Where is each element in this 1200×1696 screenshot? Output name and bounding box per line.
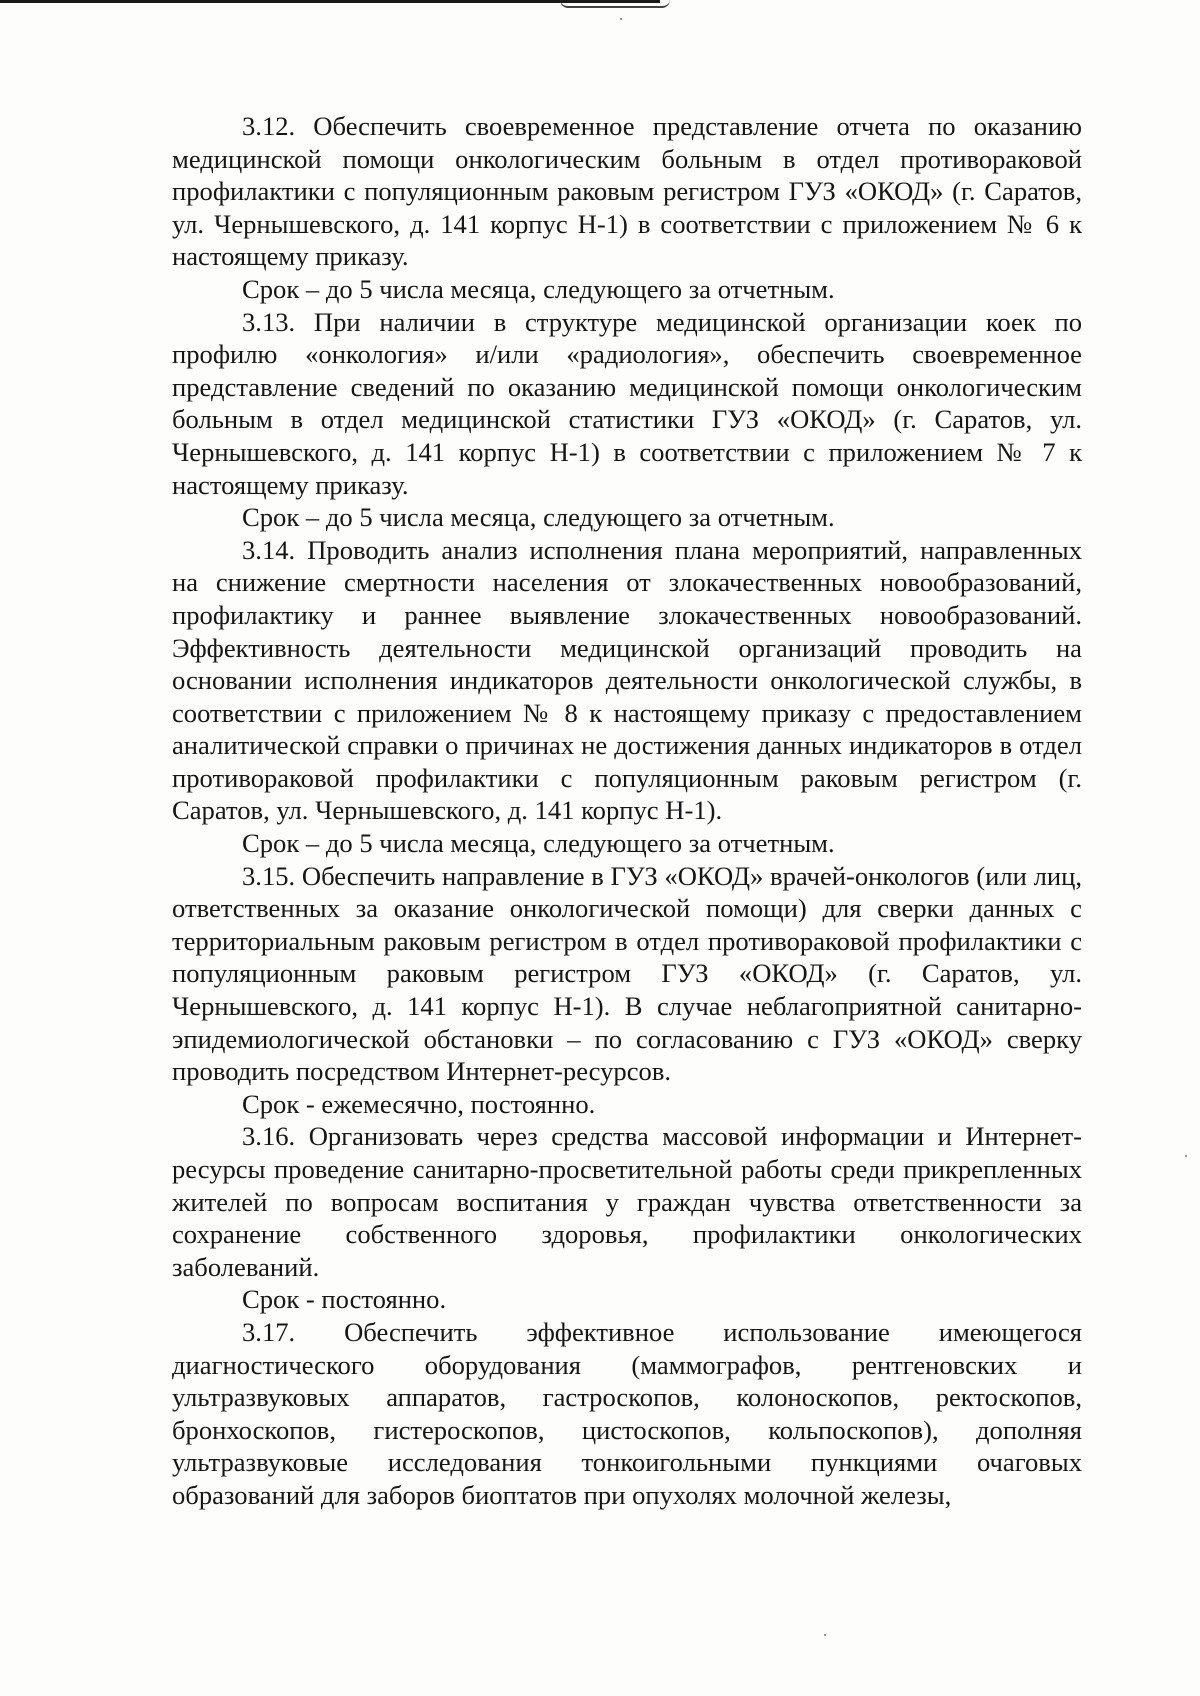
paragraph-3-16: 3.16. Организовать через средства массовой информации и Интернет-ресурсы проведение санитарно-просветительной работы среди прикрепленных жителей по вопросам воспитания у граждан чувства ответственности за сохранение собственного здоровья, профилактики онкологических заболеваний.	[172, 1121, 1082, 1282]
top-edge-mark	[560, 0, 670, 8]
paragraph-3-12: 3.12. Обеспечить своевременное представление отчета по оказанию медицинской помощи онкологическим больным в отдел противораковой профилактики с популяционным раковым регистром ГУЗ «ОКОД» (г. Саратов, ул. Чернышевского, д. 141 корпус Н-1) в соответствии с приложением № 6 к настоящему приказу.	[172, 111, 1082, 272]
document-body	[172, 110, 1082, 1512]
deadline-3-14: Срок – до 5 числа месяца, следующего за отчетным.	[242, 828, 835, 859]
deadline-3-13: Срок – до 5 числа месяца, следующего за отчетным.	[242, 502, 835, 533]
deadline-3-15: Срок - ежемесячно, постоянно.	[242, 1088, 596, 1119]
scan-speck	[1185, 1155, 1187, 1157]
paragraph-3-14: 3.14. Проводить анализ исполнения плана мероприятий, направленных на снижение смертности населения от злокачественных новообразований, профилактику и раннее выявление злокачественных новообразований. Эффективность деятельности медицинской организаций проводить на основании исполнения индикаторов деятельности онкологической службы, в соответствии с приложением № 8 к настоящему приказу с предоставлением аналитической справки о причинах не достижения данных индикаторов в отдел противораковой профилактики с популяционным раковым регистром (г. Саратов, ул. Чернышевского, д. 141 корпус Н-1).	[172, 534, 1082, 826]
scan-speck	[824, 1634, 826, 1636]
paragraph-3-15: 3.15. Обеспечить направление в ГУЗ «ОКОД» врачей-онкологов (или лиц, ответственных за оказание онкологической помощи) для сверки данных с территориальным раковым регистром в отдел противораковой профилактики с популяционным раковым регистром ГУЗ «ОКОД» (г. Саратов, ул. Чернышевского, д. 141 корпус Н-1). В случае неблагоприятной санитарно-эпидемиологической обстановки – по согласованию с ГУЗ «ОКОД» сверку проводить посредством Интернет-ресурсов.	[172, 860, 1082, 1087]
deadline-3-12: Срок – до 5 числа месяца, следующего за отчетным.	[242, 273, 835, 304]
paragraph-3-17: 3.17. Обеспечить эффективное использование имеющегося диагностического оборудования (маммографов, рентгеновских и ультразвуковых аппаратов, гастроскопов, колоноскопов, ректоскопов, бронхоскопов, гистероскопов, цистоскопов, кольпоскопов), дополняя ультразвуковые исследования тонкоигольными пункциями очаговых образований для заборов биоптатов при опухолях молочной железы,	[172, 1316, 1082, 1510]
scan-speck	[620, 18, 622, 20]
paragraph-3-13: 3.13. При наличии в структуре медицинской организации коек по профилю «онкология» и/или «радиология», обеспечить своевременное представление сведений по оказанию медицинской помощи онкологическим больным в отдел медицинской статистики ГУЗ «ОКОД» (г. Саратов, ул. Чернышевского, д. 141 корпус Н-1) в соответствии с приложением № 7 к настоящему приказу.	[172, 306, 1082, 500]
deadline-3-16: Срок - постоянно.	[242, 1284, 447, 1315]
